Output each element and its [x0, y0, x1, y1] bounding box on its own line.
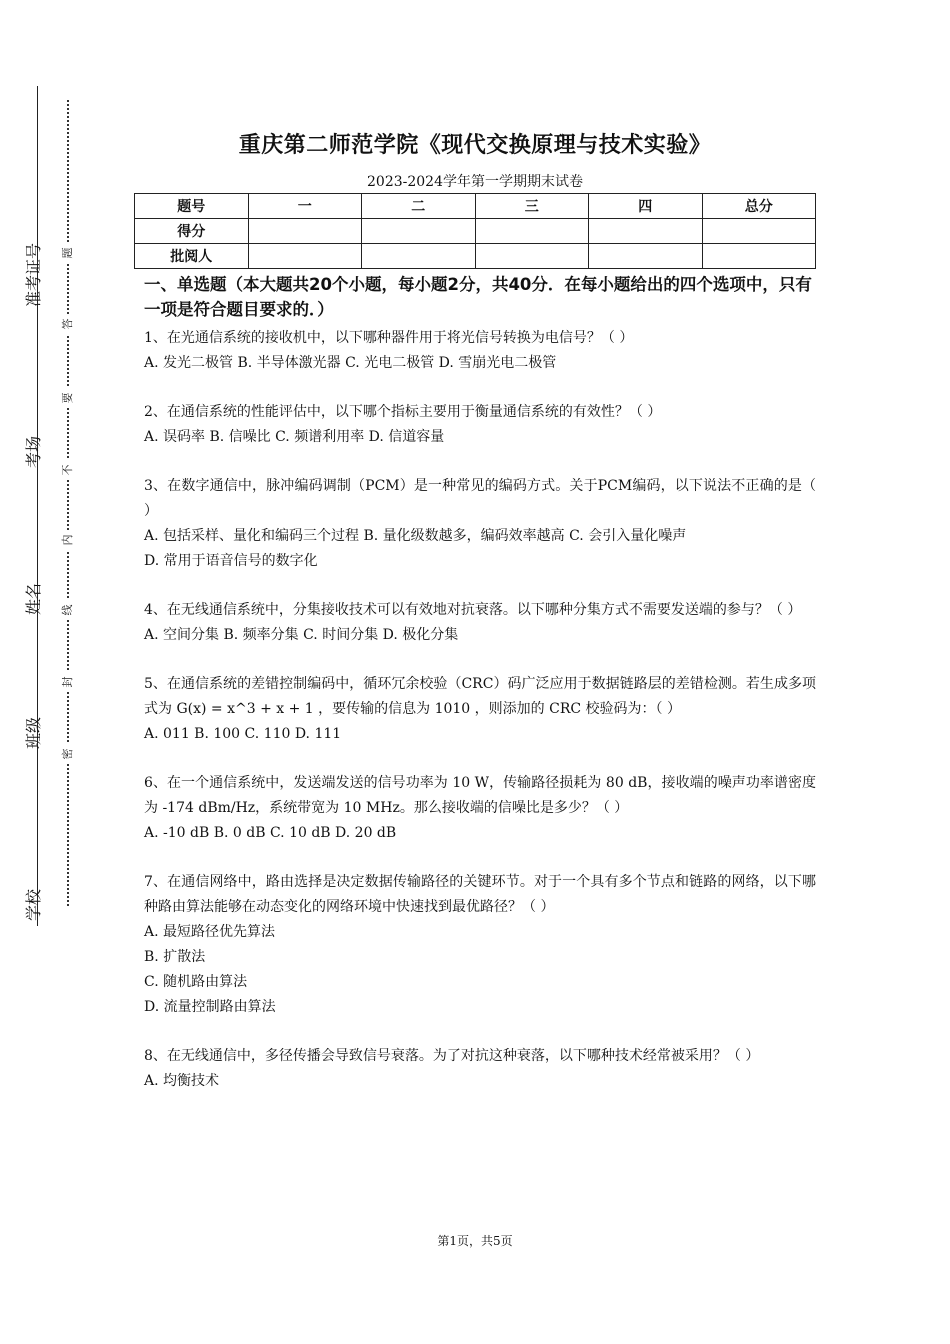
- seal-char-3: 要: [62, 388, 74, 408]
- question-options: A. 误码率 B. 信噪比 C. 频谱利用率 D. 信道容量: [144, 429, 445, 445]
- score-cell: [589, 219, 703, 244]
- label-exam-number: 准考证号: [24, 242, 43, 307]
- question-option: C. 随机路由算法: [144, 974, 248, 990]
- label-school: 学校: [24, 889, 43, 922]
- question-7: [144, 870, 816, 1020]
- question-5: [144, 672, 816, 747]
- col-part-2: 二: [362, 194, 476, 219]
- question-option: A. 最短路径优先算法: [144, 924, 276, 940]
- score-table-header-row: [135, 194, 816, 219]
- question-3: [144, 474, 816, 574]
- question-option: B. 扩散法: [144, 949, 206, 965]
- grader-cell: [475, 244, 589, 269]
- seal-char-1: 题: [62, 243, 74, 263]
- question-stem: 7、在通信网络中，路由选择是决定数据传输路径的关键环节。对于一个具有多个节点和链路的网络，以下哪种路由算法能够在动态变化的网络环境中快速找到最优路径？（ ）: [144, 874, 816, 915]
- row-score-label: 得分: [135, 219, 249, 244]
- question-4: [144, 598, 816, 648]
- seal-char-6: 线: [62, 600, 74, 620]
- col-question-number: 题号: [135, 194, 249, 219]
- question-option: D. 流量控制路由算法: [144, 999, 276, 1015]
- question-1: [144, 326, 816, 376]
- row-grader-label: 批阅人: [135, 244, 249, 269]
- seal-char-2: 答: [62, 314, 74, 334]
- question-options: D. 常用于语音信号的数字化: [144, 553, 318, 569]
- seal-char-8: 密: [62, 744, 74, 764]
- question-options: A. 发光二极管 B. 半导体激光器 C. 光电二极管 D. 雪崩光电二极管: [144, 355, 557, 371]
- question-8: [144, 1044, 816, 1094]
- seal-char-4: 不: [62, 460, 74, 480]
- grader-cell: [362, 244, 476, 269]
- col-part-3: 三: [475, 194, 589, 219]
- score-cell: [475, 219, 589, 244]
- question-stem: 8、在无线通信中，多径传播会导致信号衰落。为了对抗这种衰落，以下哪种技术经常被采用？（ ）: [144, 1048, 760, 1064]
- question-6: [144, 771, 816, 846]
- label-name: 姓名: [24, 583, 43, 616]
- question-stem: 4、在无线通信系统中，分集接收技术可以有效地对抗衰落。以下哪种分集方式不需要发送端的参与？（ ）: [144, 602, 802, 618]
- grader-row: [135, 244, 816, 269]
- score-cell: [702, 219, 816, 244]
- score-cell: [248, 219, 362, 244]
- binding-dotted-line: [67, 100, 69, 906]
- grader-cell: [702, 244, 816, 269]
- binding-solid-line: [37, 86, 38, 926]
- question-stem: 3、在数字通信中，脉冲编码调制（PCM）是一种常见的编码方式。关于PCM编码，以下说法不正确的是（ ）: [144, 478, 816, 519]
- question-option: A. 均衡技术: [144, 1073, 220, 1089]
- seal-char-5: 内: [62, 530, 74, 550]
- seal-char-7: 封: [62, 672, 74, 692]
- score-cell: [362, 219, 476, 244]
- exam-title: 重庆第二师范学院《现代交换原理与技术实验》: [238, 133, 712, 158]
- question-stem: 2、在通信系统的性能评估中，以下哪个指标主要用于衡量通信系统的有效性？（ ）: [144, 404, 662, 420]
- question-2: [144, 400, 816, 450]
- exam-content: [144, 272, 816, 1118]
- page-footer: 第1页，共5页: [437, 1234, 513, 1248]
- section-title-single-choice: 一、单选题（本大题共20个小题，每小题2分，共40分．在每小题给出的四个选项中，只有一项是符合题目要求的．）: [144, 275, 812, 319]
- question-stem: 6、在一个通信系统中，发送端发送的信号功率为 10 W，传输路径损耗为 80 dB，接收端的噪声功率谱密度为 -174 dBm/Hz，系统带宽为 10 MHz。那么接收端的信噪比是多少？（ ）: [144, 775, 816, 816]
- question-options: A. 包括采样、量化和编码三个过程 B. 量化级数越多，编码效率越高 C. 会引入量化噪声: [144, 528, 687, 544]
- grader-cell: [248, 244, 362, 269]
- grader-cell: [589, 244, 703, 269]
- exam-subtitle: 2023-2024学年第一学期期末试卷: [367, 174, 583, 190]
- question-stem: 1、在光通信系统的接收机中，以下哪种器件用于将光信号转换为电信号？（ ）: [144, 330, 634, 346]
- score-table: [134, 193, 816, 269]
- question-options: A. 011 B. 100 C. 110 D. 111: [144, 726, 342, 742]
- col-total: 总分: [702, 194, 816, 219]
- question-options: A. -10 dB B. 0 dB C. 10 dB D. 20 dB: [144, 825, 397, 841]
- label-class: 班级: [24, 717, 43, 750]
- question-options: A. 空间分集 B. 频率分集 C. 时间分集 D. 极化分集: [144, 627, 459, 643]
- col-part-1: 一: [248, 194, 362, 219]
- label-exam-room: 考场: [24, 436, 43, 469]
- score-row: [135, 219, 816, 244]
- col-part-4: 四: [589, 194, 703, 219]
- question-stem: 5、在通信系统的差错控制编码中，循环冗余校验（CRC）码广泛应用于数据链路层的差错检测。若生成多项式为 G(x) = x^3 + x + 1 ，要传输的信息为 1010 ，则添加的 CRC 校验码为：（ ）: [144, 676, 816, 717]
